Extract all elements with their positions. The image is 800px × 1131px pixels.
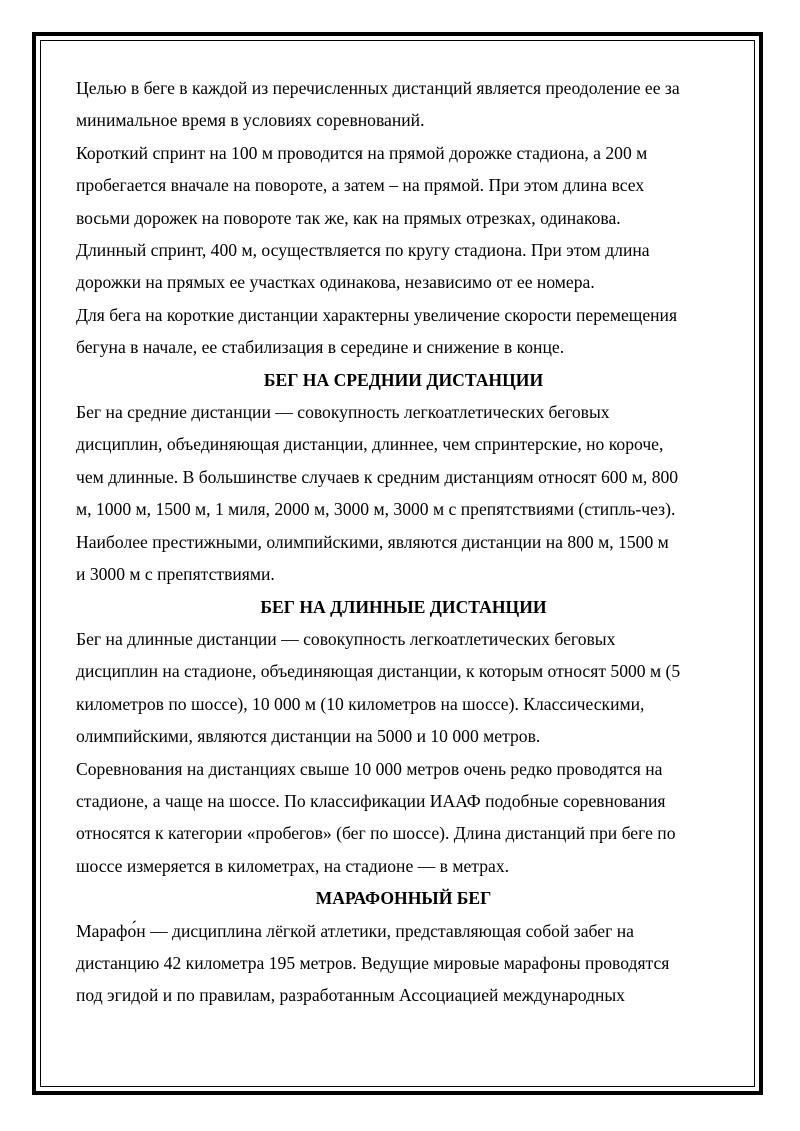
paragraph-short-distance-speed	[76, 299, 731, 364]
paragraph-long-sprint	[76, 234, 731, 299]
text-line: чем длинные. В большинстве случаев к средним дистанциям относят 600 м, 800	[76, 466, 679, 487]
paragraph-marathon	[76, 915, 731, 1012]
text-line: дорожки на прямых ее участках одинакова, независимо от ее номера.	[76, 272, 595, 293]
paragraph-road-races	[76, 753, 731, 883]
paragraph-long-distance	[76, 623, 731, 753]
text-line: олимпийскими, являются дистанции на 5000 и 10 000 метров.	[76, 726, 541, 747]
text-line: Марафо́н — дисциплина лёгкой атлетики, представляющая собой забег на	[76, 920, 634, 941]
text-line: Короткий спринт на 100 м проводится на прямой дорожке стадиона, а 200 м	[76, 142, 648, 163]
text-line: м, 1000 м, 1500 м, 1 миля, 2000 м, 3000 м, 3000 м с препятствиями (стипль-чез).	[76, 499, 676, 520]
text-line: Соревнования на дистанциях свыше 10 000 метров очень редко проводятся на	[76, 758, 663, 779]
text-line: восьми дорожек на повороте так же, как на прямых отрезках, одинакова.	[76, 207, 621, 228]
text-line: Целью в беге в каждой из перечисленных дистанций является преодоление ее за	[76, 78, 680, 98]
heading-middle-distance: БЕГ НА СРЕДНИИ ДИСТАНЦИИ	[263, 369, 544, 390]
text-line: Длинный спринт, 400 м, осуществляется по кругу стадиона. При этом длина	[76, 240, 650, 261]
paragraph-middle-distance	[76, 396, 731, 590]
text-line: Бег на длинные дистанции — совокупность легкоатлетических беговых	[76, 628, 616, 649]
text-line: пробегается вначале на повороте, а затем – на прямой. При этом длина всех	[76, 175, 645, 196]
heading-long-distance: БЕГ НА ДЛИННЫЕ ДИСТАНЦИИ	[260, 596, 547, 617]
document-body	[76, 72, 731, 1012]
text-line: Бег на средние дистанции — совокупность легкоатлетических беговых	[76, 402, 610, 423]
text-line: дистанцию 42 километра 195 метров. Ведущие мировые марафоны проводятся	[76, 952, 670, 973]
text-line: под эгидой и по правилам, разработанным Ассоциацией международных	[76, 985, 625, 1006]
paragraph-short-sprint	[76, 137, 731, 234]
text-line: Наиболее престижными, олимпийскими, являются дистанции на 800 м, 1500 м	[76, 531, 669, 552]
text-line: шоссе измеряется в километрах, на стадионе — в метрах.	[76, 855, 510, 876]
text-line: Для бега на короткие дистанции характерны увеличение скорости перемещения	[76, 304, 678, 325]
text-line: стадионе, а чаще на шоссе. По классификации ИААФ подобные соревнования	[76, 790, 666, 811]
text-line: и 3000 м с препятствиями.	[76, 564, 275, 585]
text-line: бегуна в начале, ее стабилизация в середине и снижение в конце.	[76, 337, 565, 358]
heading-marathon: МАРАФОННЫЙ БЕГ	[315, 888, 492, 909]
text-line: километров по шоссе), 10 000 м (10 километров на шоссе). Классическими,	[76, 693, 645, 714]
paragraph-goal	[76, 72, 731, 137]
text-line: относятся к категории «пробегов» (бег по шоссе). Длина дистанций при беге по	[76, 823, 676, 844]
text-line: дисциплин на стадионе, объединяющая дистанции, к которым относят 5000 м (5	[76, 661, 681, 682]
text-line: дисциплин, объединяющая дистанции, длиннее, чем спринтерские, но короче,	[76, 434, 664, 455]
text-line: минимальное время в условиях соревнований.	[76, 110, 425, 131]
